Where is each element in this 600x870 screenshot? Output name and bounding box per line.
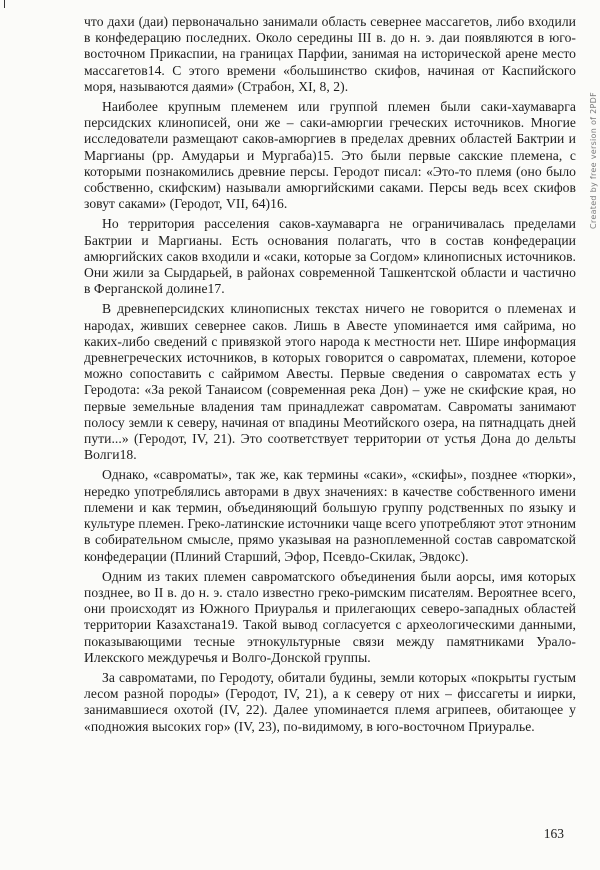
watermark-text: Created by free version of 2PDF: [589, 92, 598, 229]
page-number: 163: [543, 826, 564, 841]
paragraph-4: В древнеперсидских клинописных текстах ничего не говорится о племенах и народах, живших севернее саков. Лишь в Авесте упоминается имя сайрима, но каких-либо сведений с привязкой этого народа к местности нет. Шире информация древнегреческих источников, в которых говорится о савроматах, племени, которое можно сопоставить с сайримом Авесты. Первые сведения о савроматах есть у Геродота: «За рекой Танаисом (современная река Дон) – уже не скифские края, но первые земельные владения там принадлежат савроматам. Савроматы занимают полосу земли к северу, начиная от впадины Меотийского озера, на пятнадцать дней пути...» (Геродот, IV, 21). Это соответствует территории от устья Дона до дельты Волги18.: [84, 301, 576, 463]
paragraph-6: Одним из таких племен савроматского объединения были аорсы, имя которых позднее, во II в. до н. э. стало известно греко-римским писателям. Вероятнее всего, они происходят из Южного Приуралья и прилегающих северо-западных областей территории Казахстана19. Такой вывод согласуется с археологическими данными, показывающими тесные этнокультурные связи между памятниками Урало-Илекского междуречья и Волго-Донской группы.: [84, 568, 576, 665]
paragraph-7: За савроматами, по Геродоту, обитали будины, земли которых «покрыты густым лесом разной породы» (Геродот, IV, 21), а к северу от них – фиссагеты и иирки, занимавшиеся охотой (IV, 22). Далее упоминается племя агрипеев, обитающее у «подножия высоких гор» (IV, 23), по-видимому, в юго-восточном Приуралье.: [84, 669, 576, 734]
paragraph-3: Но территория расселения саков-хаумаварга не ограничивалась пределами Бактрии и Маргианы. Есть основания полагать, что в состав конфедерации амюргийских саков входили и «саки, которые за Согдом» клинописных источников. Они жили за Сырдарьей, в районах современной Ташкентской области и частично в Ферганской долине17.: [84, 216, 576, 297]
paragraph-1: что дахи (даи) первоначально занимали область севернее массагетов, либо входили в конфедерацию последних. Около середины III в. до н. э. даи появляются в юго-восточном Прикаспии, на границах Парфии, занимая на исторической арене место массагетов14. С этого времени «большинство скифов, начиная от Каспийского моря, называются даями» (Страбон, XI, 8, 2).: [84, 14, 576, 94]
paragraph-5: Однако, «савроматы», так же, как термины «саки», «скифы», позднее «тюрки», нередко употреблялись авторами в двух значениях: в качестве собственного имени племени и как термин, объединяющий большую группу родственных по языку и культуре племен. Греко-латинские источники чаще всего употребляют этот этноним в собирательном смысле, прямо указывая на разноплеменной состав савроматской конфедерации (Плиний Старший, Эфор, Псевдо-Скилак, Эвдокс).: [84, 467, 576, 564]
paragraph-2: Наиболее крупным племенем или группой племен были саки-хаумаварга персидских клинописей, они же – саки-амюргии греческих источников. Многие исследователи размещают саков-амюргиев в пределах древних областей Бактрии и Маргианы (рр. Амударьи и Мургаба)15. Это были первые сакские племена, с которыми познакомились древние персы. Геродот писал: «Это-то племя (оно было собственно, скифским) называли амюргийскими саками. Персы ведь всех скифов зовут саками» (Геродот, VII, 64)16.: [84, 99, 576, 212]
